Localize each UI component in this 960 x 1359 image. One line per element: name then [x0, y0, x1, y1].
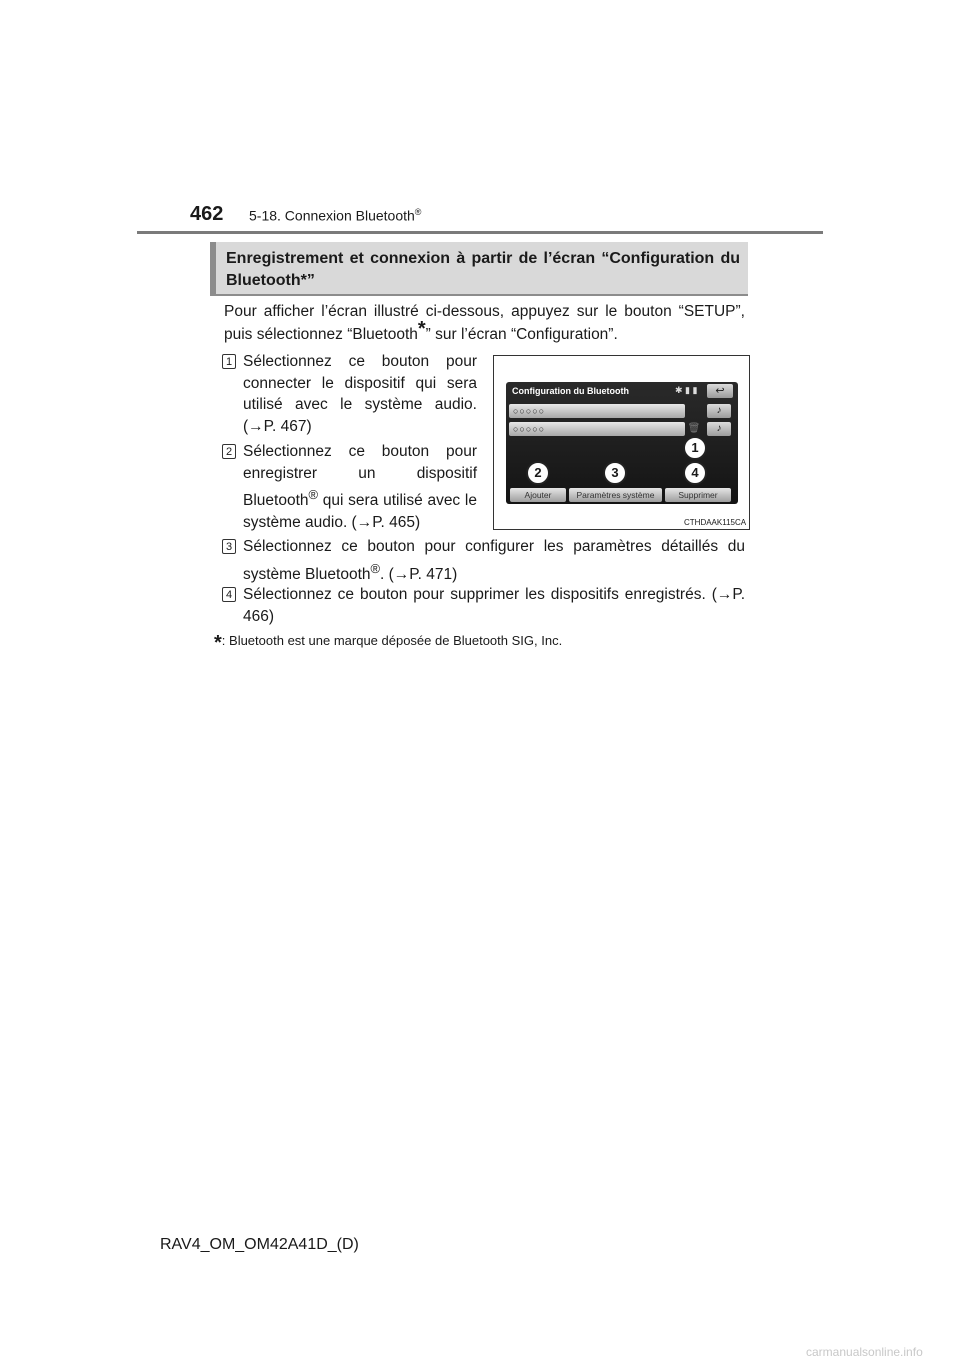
item-3-text-start: Sélectionnez ce bouton pour configurer les paramètres détaillés du système Bluetooth	[243, 538, 745, 583]
asterisk-mark: *	[214, 632, 222, 654]
item-3-text	[243, 536, 745, 585]
music-note-icon: ♪	[707, 422, 731, 436]
page-number: 462	[190, 203, 224, 225]
header-rule	[137, 231, 823, 234]
intro-paragraph	[224, 300, 745, 346]
registered-mark: ®	[308, 487, 319, 502]
trash-icon: 🗑	[687, 423, 701, 434]
document-code: RAV4_OM_OM42A41D_(D)	[160, 1236, 359, 1253]
chapter-title	[249, 207, 421, 224]
callout-4: 4	[683, 461, 707, 485]
screen-title: Configuration du Bluetooth	[512, 386, 629, 396]
status-icons: ✱ ▮ ▮	[675, 385, 698, 395]
callout-3: 3	[603, 461, 627, 485]
item-2-text-start: Sélectionnez ce bouton pour enregistrer un dispositif Bluetooth	[243, 443, 477, 510]
asterisk-mark: *	[417, 318, 426, 340]
item-4-text: Sélectionnez ce bouton pour supprimer les dispositifs enregistrés. (→P. 466)	[243, 586, 745, 625]
callout-2: 2	[526, 461, 550, 485]
item-number-badge: 1	[222, 354, 236, 369]
chapter-text: 5-18. Connexion Bluetooth	[249, 207, 415, 224]
section-heading: Enregistrement et connexion à partir de l’écran “Configuration du Bluetooth*”	[210, 242, 748, 294]
device-row: ○○○○○	[509, 404, 685, 418]
registered-mark: ®	[370, 560, 381, 576]
item-number-badge: 2	[222, 444, 236, 459]
system-settings-button: Paramètres système	[569, 488, 662, 502]
item-1-text: Sélectionnez ce bouton pour connecter le dispositif qui sera utilisé avec le système audio. (→P. 467)	[243, 353, 477, 435]
delete-button: Supprimer	[665, 488, 731, 502]
device-row: ○○○○○	[509, 422, 685, 436]
intro-text: Pour afficher l’écran illustré ci-dessous, appuyez sur le bouton “SETUP”, puis sélectionnez “Bluetooth	[224, 303, 745, 343]
item-2-text-end: qui sera utilisé avec le système audio. (→P. 465)	[243, 492, 477, 531]
figure-code: CTHDAAK115CA	[684, 518, 747, 527]
footnote	[214, 632, 562, 655]
watermark: carmanualsonline.info	[806, 1345, 923, 1359]
section-heading-rule	[210, 294, 748, 296]
back-icon: ↩	[707, 384, 733, 398]
callout-1: 1	[683, 436, 707, 460]
intro-text-end: ” sur l’écran “Configuration”.	[425, 326, 618, 343]
registered-mark: ®	[414, 207, 422, 217]
add-button: Ajouter	[510, 488, 566, 502]
item-3-text-end: . (→P. 471)	[380, 565, 458, 583]
item-2-text	[243, 441, 477, 533]
footnote-text: : Bluetooth est une marque déposée de Bluetooth SIG, Inc.	[221, 633, 563, 648]
music-note-icon: ♪	[707, 404, 731, 418]
item-number-badge: 4	[222, 587, 236, 602]
item-number-badge: 3	[222, 539, 236, 554]
